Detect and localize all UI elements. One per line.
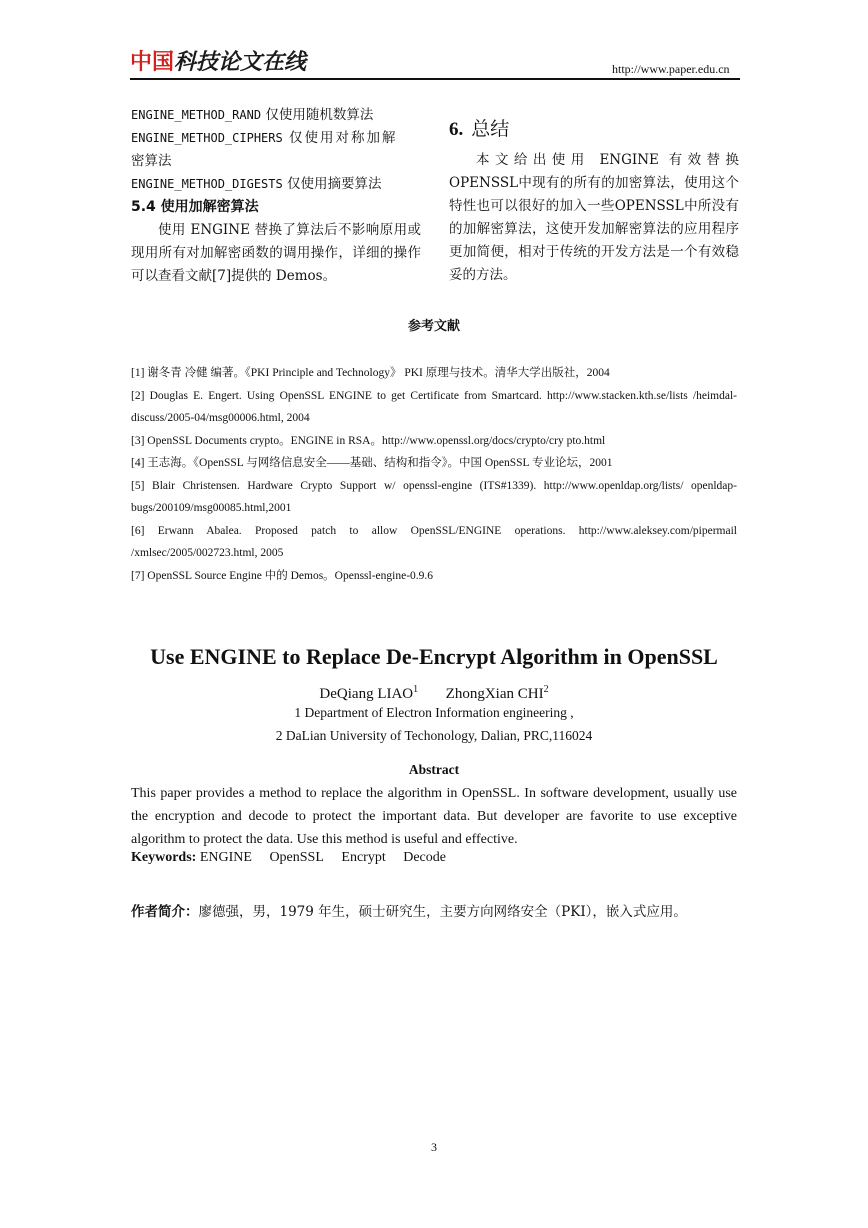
authors [0, 680, 868, 704]
code-line: 密算法 [131, 153, 172, 169]
reference-item: [7] OpenSSL Source Engine 中的 Demos。Openssl-engine-0.9.6 [131, 569, 434, 582]
section-number: 6. [449, 119, 464, 140]
english-title: Use ENGINE to Replace De-Encrypt Algorithm in OpenSSL [150, 644, 718, 669]
reference-item: [6] Erwann Abalea. Proposed patch to allow OpenSSL/ENGINE operations. http://www.aleksey.com/pipermail /xmlsec/2005/002723.html, 2005 [131, 524, 737, 559]
right-paragraph: 本文给出使用 ENGINE 有效替换 OPENSSL中现有的所有的加密算法，使用这个特性也可以很好的加入一些OPENSSL中所没有的加解密算法，这使开发加解密算法的应用程序更加简便，相对于传统的开发方法是一个有效稳妥的方法。 [449, 152, 739, 283]
author-sup: 1 [413, 684, 419, 695]
abstract-title: Abstract [408, 762, 460, 777]
section-title: 总结 [471, 118, 510, 140]
affiliation-2: 2 DaLian University of Techonology, Dalian, PRC,116024 [275, 728, 593, 743]
left-column [131, 104, 421, 288]
section-heading [449, 114, 739, 145]
bio-text: 廖德强，男，1979 年生，硕士研究生，主要方向网络安全（PKI），嵌入式应用。 [198, 904, 687, 920]
reference-item: [1] 谢冬青 冷健 编著。《PKI Principle and Technology》 PKI 原理与技术。清华大学出版社，2004 [131, 367, 610, 379]
reference-item: [4] 王志海。《OpenSSL 与网络信息安全——基础、结构和指令》。中国 OpenSSL 专业论坛，2001 [131, 457, 613, 469]
abstract-body: This paper provides a method to replace the algorithm in OpenSSL. In software development, usually use the encryption and decode to protect the important data. But developer are favorite to use exceptive algorithm to protect the data. Use this method is useful and effective. [131, 786, 737, 847]
keyword: Encrypt [341, 850, 386, 865]
reference-item: [5] Blair Christensen. Hardware Crypto Support w/ openssl-engine (ITS#1339). http://www.openldap.org/lists/ openldap-bugs/200109/msg00085.html,2001 [131, 479, 737, 514]
logo-red-text: 中国 [130, 50, 175, 75]
header-url[interactable]: http://www.paper.edu.cn [612, 62, 730, 76]
keywords-label: Keywords: [131, 850, 197, 865]
keyword: OpenSSL [269, 850, 324, 865]
author-name: DeQiang LIAO [319, 686, 414, 702]
page-number: 3 [431, 1140, 437, 1154]
code-line: ENGINE_METHOD_DIGESTS 仅使用摘要算法 [131, 176, 382, 192]
right-column [449, 114, 739, 287]
bio-label: 作者简介： [131, 904, 199, 920]
reference-item: [2] Douglas E. Engert. Using OpenSSL ENGINE to get Certificate from Smartcard. http://www.stacken.kth.se/lists /heimdal-discuss/2005-04/msg00006.html, 2004 [131, 389, 737, 424]
logo-dark-text: 科技论文在线 [174, 50, 307, 75]
left-paragraph: 使用 ENGINE 替换了算法后不影响原用或现用所有对加解密函数的调用操作，详细的操作可以查看文献[7]提供的 Demos。 [131, 222, 421, 284]
keyword: ENGINE [199, 850, 252, 865]
affiliation-1: 1 Department of Electron Information engineering , [294, 705, 574, 720]
author-name: ZhongXian CHI [445, 686, 544, 702]
reference-item: [3] OpenSSL Documents crypto。ENGINE in RSA。http://www.openssl.org/docs/crypto/cry pto.html [131, 434, 606, 447]
code-line: ENGINE_METHOD_CIPHERS 仅使用对称加解 [131, 130, 398, 146]
keyword: Decode [403, 850, 446, 865]
journal-logo [130, 50, 306, 76]
code-line: ENGINE_METHOD_RAND 仅使用随机数算法 [131, 107, 374, 123]
subsection-title: 5.4 使用加解密算法 [131, 199, 259, 215]
references-list [131, 362, 737, 587]
author-sup: 2 [543, 684, 549, 695]
author-bio [131, 900, 741, 920]
keywords [131, 850, 460, 866]
references-title: 参考文献 [407, 319, 460, 334]
header-rule [130, 78, 740, 80]
